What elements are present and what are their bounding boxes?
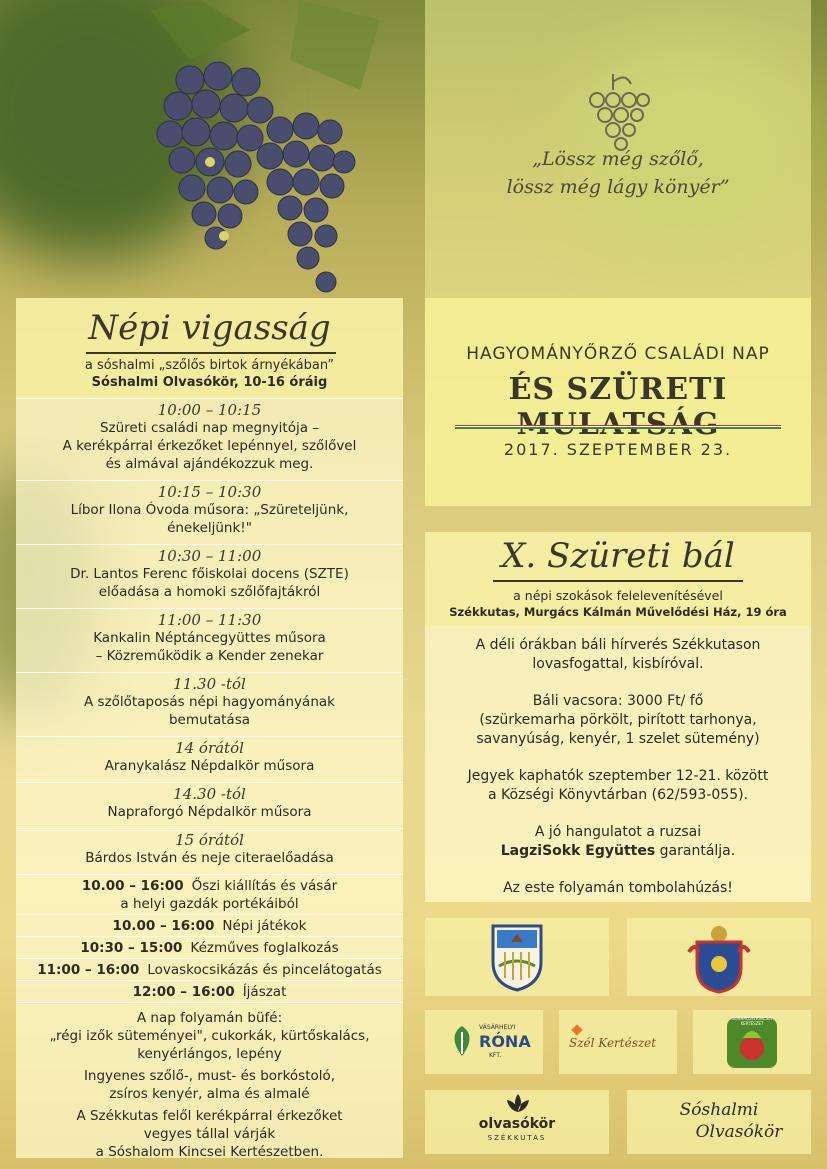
program-item	[16, 739, 403, 775]
program-text: Bárdos István és neje citeraelőadása	[85, 850, 334, 866]
program-text: Kankalin Néptáncegyüttes műsora	[93, 630, 326, 646]
event-date: 2017. SZEPTEMBER 23.	[503, 440, 733, 459]
all-day-time: 10.00 – 16:00	[112, 918, 215, 934]
header-panel	[425, 0, 811, 506]
program-text: bemutatása	[168, 712, 251, 728]
program-item	[16, 831, 403, 867]
divider	[16, 1002, 403, 1003]
program-text: Napraforgó Népdalkör műsora	[107, 804, 312, 820]
szekkutas-crest-icon	[489, 922, 545, 992]
leaf-icon	[447, 1024, 477, 1058]
coat-of-arms-icon	[687, 922, 751, 994]
program-item	[16, 547, 403, 601]
program-text: – Közreműködik a Kender zenekar	[95, 648, 324, 664]
buffet-line: Ingyenes szőlő-, must- és borkóstoló,	[83, 1068, 336, 1084]
ball-title: X. Szüreti bál	[501, 536, 735, 576]
ball-panel	[425, 532, 811, 902]
szekkutas-crest-box	[425, 918, 609, 996]
buffet-line: zsíros kenyér, alma és almalé	[109, 1086, 310, 1102]
soshalmi-text-1: Sóshalmi	[679, 1100, 759, 1120]
program-time: 14.30 -tól	[173, 785, 246, 803]
divider	[16, 608, 403, 609]
buffet-line: a Sóshalom Kincsei Kertészetben.	[95, 1144, 324, 1160]
all-day-text: Íjászat	[242, 984, 287, 1000]
olvasokor-logo-box	[425, 1090, 609, 1154]
all-day-extra: a helyi gazdák portékáiból	[120, 896, 299, 912]
divider	[16, 914, 403, 915]
divider	[16, 828, 403, 829]
lotus-icon	[503, 1092, 533, 1114]
all-day-time: 11:00 – 16:00	[37, 962, 140, 978]
szel-leaf-icon	[571, 1024, 582, 1035]
program-item	[16, 483, 403, 537]
rona-sub-text: KFT.	[489, 1052, 502, 1059]
divider	[16, 480, 403, 481]
program-text: és almával ajándékozzuk meg.	[105, 456, 314, 472]
rona-text: RÓNA	[479, 1032, 531, 1051]
hungarian-flag-stripe	[455, 425, 781, 429]
divider	[16, 874, 403, 875]
ball-para-3: Jegyek kaphatók szeptember 12-21. között a Községi Könyvtárban (62/593-055).	[467, 768, 769, 803]
event-title: ÉS SZÜRETI	[508, 372, 728, 407]
ball-para-1: A déli órákban báli hírverés Székkutason lovasfogattal, kisbíróval.	[475, 637, 761, 672]
rona-logo-box	[425, 1010, 543, 1074]
program-text: előadása a homoki szőlőfajtákról	[98, 584, 321, 600]
kincsei-logo-box	[693, 1010, 811, 1074]
program-time: 10:30 – 11:00	[157, 547, 262, 565]
olvasokor-sub-text: SZÉKKUTAS	[487, 1134, 547, 1142]
title-underline	[86, 352, 336, 354]
divider	[16, 958, 403, 959]
divider	[16, 980, 403, 981]
kincsei-text: SÓSHALOM KINCSEI KERTÉSZET	[732, 1016, 772, 1026]
divider	[16, 398, 403, 399]
program-item	[16, 675, 403, 729]
program-text: Szüreti családi nap megnyitója –	[99, 420, 320, 436]
all-day-item	[16, 939, 403, 957]
grape-logo-icon	[585, 70, 651, 160]
program-time: 15 órától	[175, 831, 244, 849]
program-time: 10:15 – 10:30	[157, 483, 262, 501]
all-day-item	[16, 917, 403, 935]
divider	[16, 544, 403, 545]
soshalmi-text-2: Olvasókör	[695, 1122, 783, 1142]
ball-para-5: Az este folyamán tombolahúzás!	[503, 880, 733, 896]
program-text: Aranykalász Népdalkör műsora	[104, 758, 315, 774]
all-day-text: Kézműves foglalkozás	[190, 940, 339, 956]
ball-para-4: A jó hangulatot a ruzsai LagziSokk Együttes garantálja.	[500, 824, 736, 859]
szel-kerteszet-box	[559, 1010, 677, 1074]
divider	[16, 936, 403, 937]
buffet-line: A nap folyamán büfé:	[136, 1010, 283, 1026]
ball-location: Székkutas, Murgács Kálmán Művelődési Ház, 19 óra	[449, 605, 787, 619]
title-underline	[493, 580, 743, 582]
soshalmi-olvasokor-box	[627, 1090, 811, 1154]
program-item	[16, 611, 403, 665]
program-item	[16, 785, 403, 821]
program-time: 14 órától	[175, 739, 244, 757]
program-panel	[16, 298, 403, 1158]
szel-kerteszet-text: Szél Kertészet	[569, 1036, 657, 1050]
coat-of-arms-box	[627, 918, 811, 996]
program-text: Líbor Ilona Óvoda műsora: „Szüreteljünk,	[70, 502, 349, 518]
program-title: Népi vigasság	[88, 308, 331, 348]
all-day-item	[16, 961, 403, 979]
all-day-text: Lovaskocsikázás és pincelátogatás	[147, 962, 382, 978]
program-text: A kerékpárral érkezőket lepénnyel, szőlővel	[62, 438, 357, 454]
program-item	[16, 401, 403, 473]
buffet-line: „régi izők süteményei", cukorkák, kürtőskalács,	[49, 1028, 370, 1044]
all-day-text: Őszi kiállítás és vásár	[191, 878, 338, 894]
buffet-line: vegyes tállal várják	[143, 1126, 276, 1142]
rona-top-text: VÁSÁRHELYI	[479, 1024, 516, 1031]
ball-details	[425, 636, 811, 898]
program-location: Sóshalmi Olvasókör, 10-16 óráig	[91, 375, 328, 390]
all-day-time: 10.00 – 16:00	[81, 878, 184, 894]
event-title-box	[425, 298, 811, 506]
divider	[16, 782, 403, 783]
program-subtitle: a sóshalmi „szőlős birtok árnyékában”	[84, 358, 335, 373]
buffet-line: A Székkutas felől kerékpárral érkezőket	[76, 1108, 343, 1124]
all-day-item	[16, 877, 403, 913]
ball-para-2: Báli vacsora: 3000 Ft/ fő (szürkemarha pörkölt, pirított tarhonya, savanyúság, kenyér, 1 szelet sütemény)	[476, 693, 760, 747]
grape-bunch-image	[130, 0, 390, 300]
ball-subtitle: a népi szokások felelevenítésével	[513, 588, 723, 603]
divider	[16, 736, 403, 737]
buffet-line: kenyérlángos, lepény	[137, 1046, 282, 1062]
program-time: 11.30 -tól	[173, 675, 246, 693]
program-time: 10:00 – 10:15	[157, 401, 262, 419]
motto-line-1: „Lössz még szőlő,	[532, 148, 704, 170]
all-day-item	[16, 983, 403, 1001]
motto-line-2: lössz még lágy könyér”	[506, 176, 730, 198]
program-text: énekeljünk!"	[167, 520, 252, 536]
program-text: Dr. Lantos Ferenc főiskolai docens (SZTE)	[70, 566, 349, 582]
divider	[16, 672, 403, 673]
event-subtitle: HAGYOMÁNYŐRZŐ CSALÁDI NAP	[466, 344, 770, 364]
ball-header	[425, 532, 811, 626]
olvasokor-text: olvasókör	[478, 1116, 556, 1132]
all-day-text: Népi játékok	[222, 918, 307, 934]
all-day-time: 10:30 – 15:00	[80, 940, 183, 956]
all-day-time: 12:00 – 16:00	[132, 984, 235, 1000]
buffet-text	[16, 1009, 403, 1161]
program-text: A szőlőtaposás népi hagyományának	[84, 694, 335, 710]
program-time: 11:00 – 11:30	[157, 611, 262, 629]
